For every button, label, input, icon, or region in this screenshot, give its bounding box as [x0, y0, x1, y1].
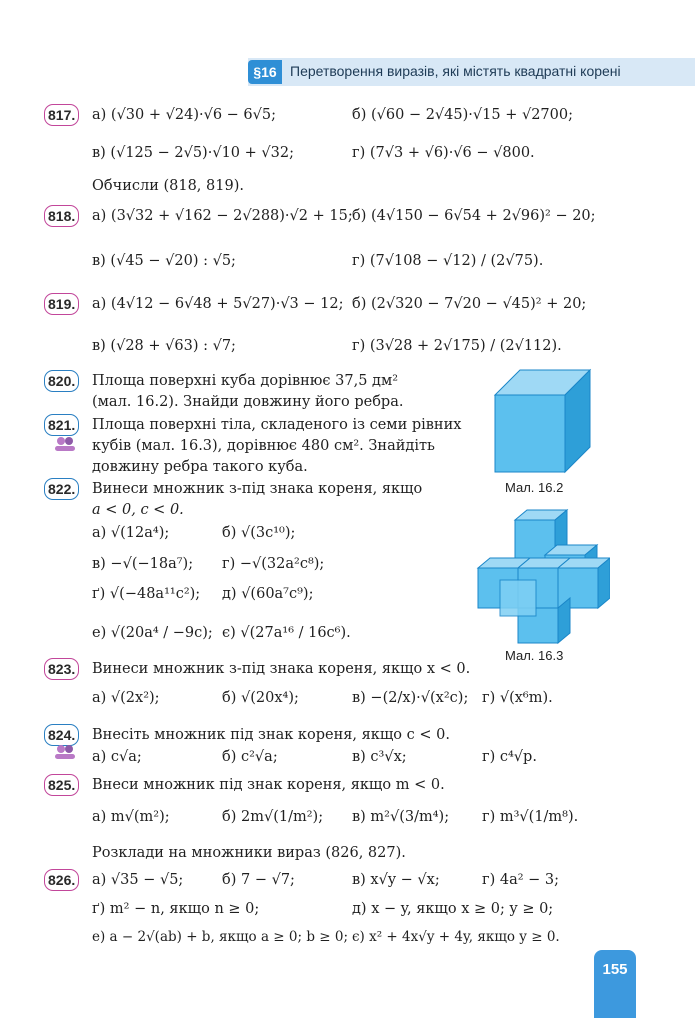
ex817-v: в) (√125 − 2√5)·√10 + √32; — [92, 145, 294, 161]
ex821-line2: кубів (мал. 16.3), дорівнює 480 см². Знайдіть — [92, 438, 435, 454]
exercise-number-823: 823. — [44, 658, 79, 680]
ex825-v: в) m²√(3/m⁴); — [352, 809, 450, 825]
ex818-v: в) (√45 − √20) : √5; — [92, 253, 236, 269]
ex823-b: б) √(20x⁴); — [222, 690, 299, 706]
instruction-818-819: Обчисли (818, 819). — [92, 178, 244, 194]
ex822-a: а) √(12a⁴); — [92, 525, 170, 541]
ex825-g: г) m³√(1/m⁸). — [482, 809, 579, 825]
ex817-g: г) (7√3 + √6)·√6 − √800. — [352, 145, 535, 161]
ex824-v: в) c³√x; — [352, 749, 407, 765]
ex817-b: б) (√60 − 2√45)·√15 + √2700; — [352, 107, 573, 123]
ex822-b: б) √(3c¹⁰); — [222, 525, 296, 541]
ex826-g2: ґ) m² − n, якщо n ≥ 0; — [92, 901, 260, 917]
exercise-number-824: 824. — [44, 724, 79, 746]
ex818-b: б) (4√150 − 6√54 + 2√96)² − 20; — [352, 208, 596, 224]
exercise-number-822: 822. — [44, 478, 79, 500]
ex823-a: а) √(2x²); — [92, 690, 160, 706]
cube-figure-16-2 — [490, 365, 600, 477]
ex826-e: е) a − 2√(ab) + b, якщо a ≥ 0; b ≥ 0; — [92, 929, 348, 945]
exercise-number-819: 819. — [44, 293, 79, 315]
group-work-icon — [52, 744, 78, 760]
ex826-ye: є) x² + 4x√y + 4y, якщо y ≥ 0. — [352, 929, 560, 945]
ex823-line1: Винеси множник з-під знака кореня, якщо x < 0. — [92, 661, 471, 677]
page-number: 155 — [594, 950, 636, 1018]
ex826-a: а) √35 − √5; — [92, 872, 184, 888]
ex818-g: г) (7√108 − √12) / (2√75). — [352, 253, 544, 269]
exercise-number-826: 826. — [44, 869, 79, 891]
ex824-a: а) c√a; — [92, 749, 142, 765]
ex819-b: б) (2√320 − 7√20 − √45)² + 20; — [352, 296, 587, 312]
ex818-a: а) (3√32 + √162 − 2√288)·√2 + 15; — [92, 208, 353, 224]
ex823-g: г) √(x⁶m). — [482, 690, 553, 706]
ex822-line2: a < 0, c < 0. — [92, 502, 184, 518]
ex822-g: г) −√(32a²c⁸); — [222, 556, 325, 572]
ex821-line1: Площа поверхні тіла, складеного із семи рівних — [92, 417, 462, 433]
ex824-line1: Внесіть множник під знак кореня, якщо c < 0. — [92, 727, 450, 743]
ex822-g2: ґ) √(−48a¹¹c²); — [92, 586, 201, 602]
exercise-number-825: 825. — [44, 774, 79, 796]
seven-cubes-figure-16-3 — [470, 508, 610, 644]
ex826-v: в) x√y − √x; — [352, 872, 440, 888]
ex819-a: а) (4√12 − 6√48 + 5√27)·√3 − 12; — [92, 296, 344, 312]
exercise-number-820: 820. — [44, 370, 79, 392]
caption-16-2: Мал. 16.2 — [505, 480, 564, 495]
ex820-line1: Площа поверхні куба дорівнює 37,5 дм² — [92, 373, 399, 389]
group-work-icon — [52, 436, 78, 452]
exercise-number-817: 817. — [44, 104, 79, 126]
ex825-b: б) 2m√(1/m²); — [222, 809, 324, 825]
exercise-number-818: 818. — [44, 205, 79, 227]
section-number: §16 — [248, 60, 282, 84]
instruction-826-827: Розклади на множники вираз (826, 827). — [92, 845, 406, 861]
ex824-b: б) c²√a; — [222, 749, 278, 765]
ex822-line1: Винеси множник з-під знака кореня, якщо — [92, 481, 423, 497]
ex821-line3: довжину ребра такого куба. — [92, 459, 308, 475]
ex819-g: г) (3√28 + 2√175) / (2√112). — [352, 338, 562, 354]
section-title: Перетворення виразів, які містять квадратні корені — [290, 63, 621, 79]
ex826-d: д) x − y, якщо x ≥ 0; y ≥ 0; — [352, 901, 554, 917]
ex825-a: а) m√(m²); — [92, 809, 170, 825]
ex823-v: в) −(2/x)·√(x²c); — [352, 690, 469, 706]
caption-16-3: Мал. 16.3 — [505, 648, 564, 663]
exercise-number-821: 821. — [44, 414, 79, 436]
ex826-g: г) 4a² − 3; — [482, 872, 560, 888]
ex826-b: б) 7 − √7; — [222, 872, 295, 888]
ex824-g: г) c⁴√p. — [482, 749, 537, 765]
ex817-a: а) (√30 + √24)·√6 − 6√5; — [92, 107, 276, 123]
ex820-line2: (мал. 16.2). Знайди довжину його ребра. — [92, 394, 404, 410]
ex825-line1: Внеси множник під знак кореня, якщо m < 0. — [92, 777, 445, 793]
ex822-e: е) √(20a⁴ / −9c); — [92, 625, 213, 641]
ex822-d: д) √(60a⁷c⁹); — [222, 586, 314, 602]
ex822-ye: є) √(27a¹⁶ / 16c⁶). — [222, 625, 351, 641]
ex819-v: в) (√28 + √63) : √7; — [92, 338, 236, 354]
ex822-v: в) −√(−18a⁷); — [92, 556, 194, 572]
